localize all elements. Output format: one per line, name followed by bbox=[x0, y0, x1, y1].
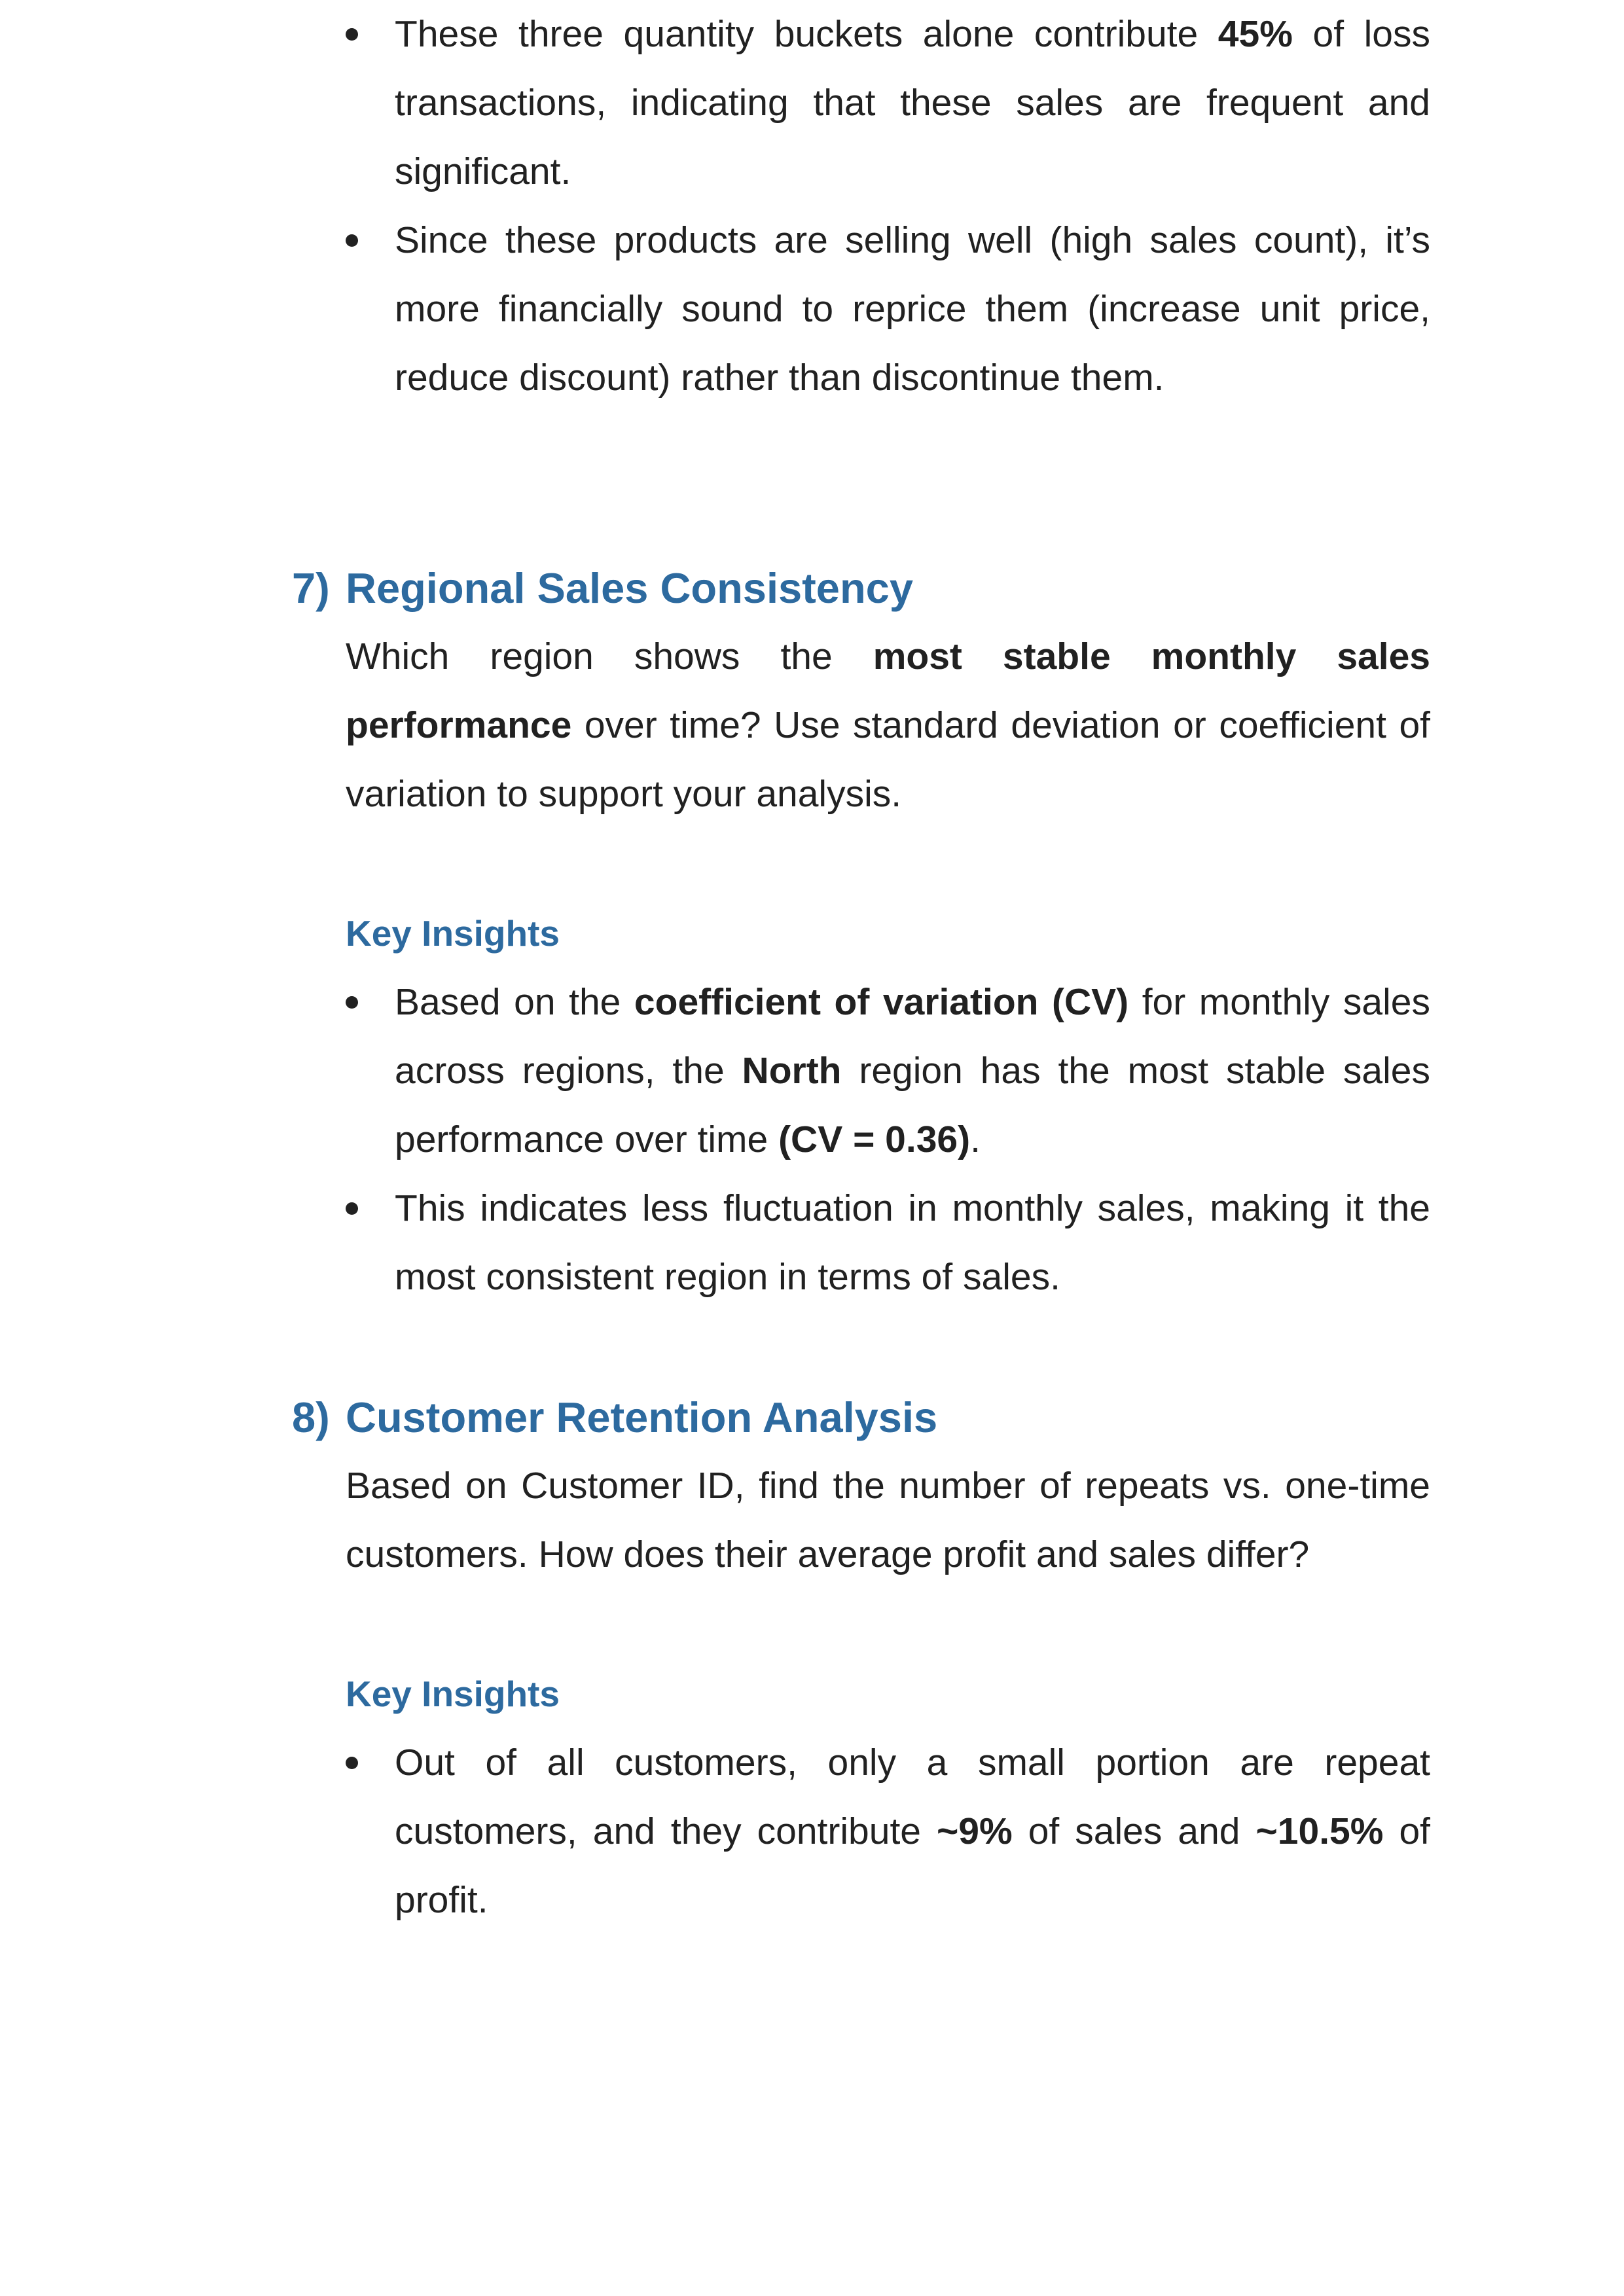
bullet-text: This indicates less fluctuation in monthly sales, making it the most consistent region in terms of sales. bbox=[395, 1187, 1430, 1298]
section-8-heading bbox=[292, 1383, 1430, 1452]
list-item bbox=[346, 968, 1430, 1174]
section-number: 7) bbox=[292, 564, 330, 612]
key-insights-heading: Key Insights bbox=[346, 1674, 560, 1714]
section-question: Based on Customer ID, find the number of repeats vs. one-time customers. How does their average profit and sales differ? bbox=[346, 1465, 1430, 1575]
key-insights-list bbox=[0, 968, 1624, 1312]
list-item bbox=[346, 1729, 1430, 1935]
bullet-icon bbox=[346, 1729, 395, 1797]
section-title: Customer Retention Analysis bbox=[346, 1393, 938, 1441]
bullet-icon bbox=[346, 968, 395, 1037]
list-item bbox=[346, 0, 1430, 206]
section-number: 8) bbox=[292, 1393, 330, 1441]
bullet-icon bbox=[346, 0, 395, 69]
section-title: Regional Sales Consistency bbox=[346, 564, 913, 612]
bullet-text: These three quantity buckets alone contribute 45% of loss transactions, indicating that these sales are frequent and significant. bbox=[395, 13, 1430, 192]
bullet-text: Out of all customers, only a small portion are repeat customers, and they contribute ~9% of sales and ~10.5% of profit. bbox=[395, 1742, 1431, 1921]
key-insights-heading: Key Insights bbox=[346, 913, 560, 954]
intro-bullet-list bbox=[0, 0, 1624, 412]
list-item bbox=[346, 1174, 1430, 1312]
section-question: Which region shows the most stable monthly sales performance over time? Use standard deviation or coefficient of variation to support your analysis. bbox=[346, 636, 1430, 815]
section-7 bbox=[0, 554, 1624, 1312]
list-item bbox=[346, 206, 1430, 412]
bullet-text: Based on the coefficient of variation (CV) for monthly sales across regions, the North region has the most stable sales performance over time (CV = 0.36). bbox=[395, 981, 1430, 1160]
bullet-icon bbox=[346, 1174, 395, 1243]
bullet-text: Since these products are selling well (high sales count), it’s more financially sound to reprice them (increase unit price, reduce discount) rather than discontinue them. bbox=[395, 219, 1430, 399]
key-insights-list bbox=[0, 1729, 1624, 1935]
bullet-icon bbox=[346, 206, 395, 275]
section-7-heading bbox=[292, 554, 1430, 622]
section-8 bbox=[0, 1383, 1624, 1935]
